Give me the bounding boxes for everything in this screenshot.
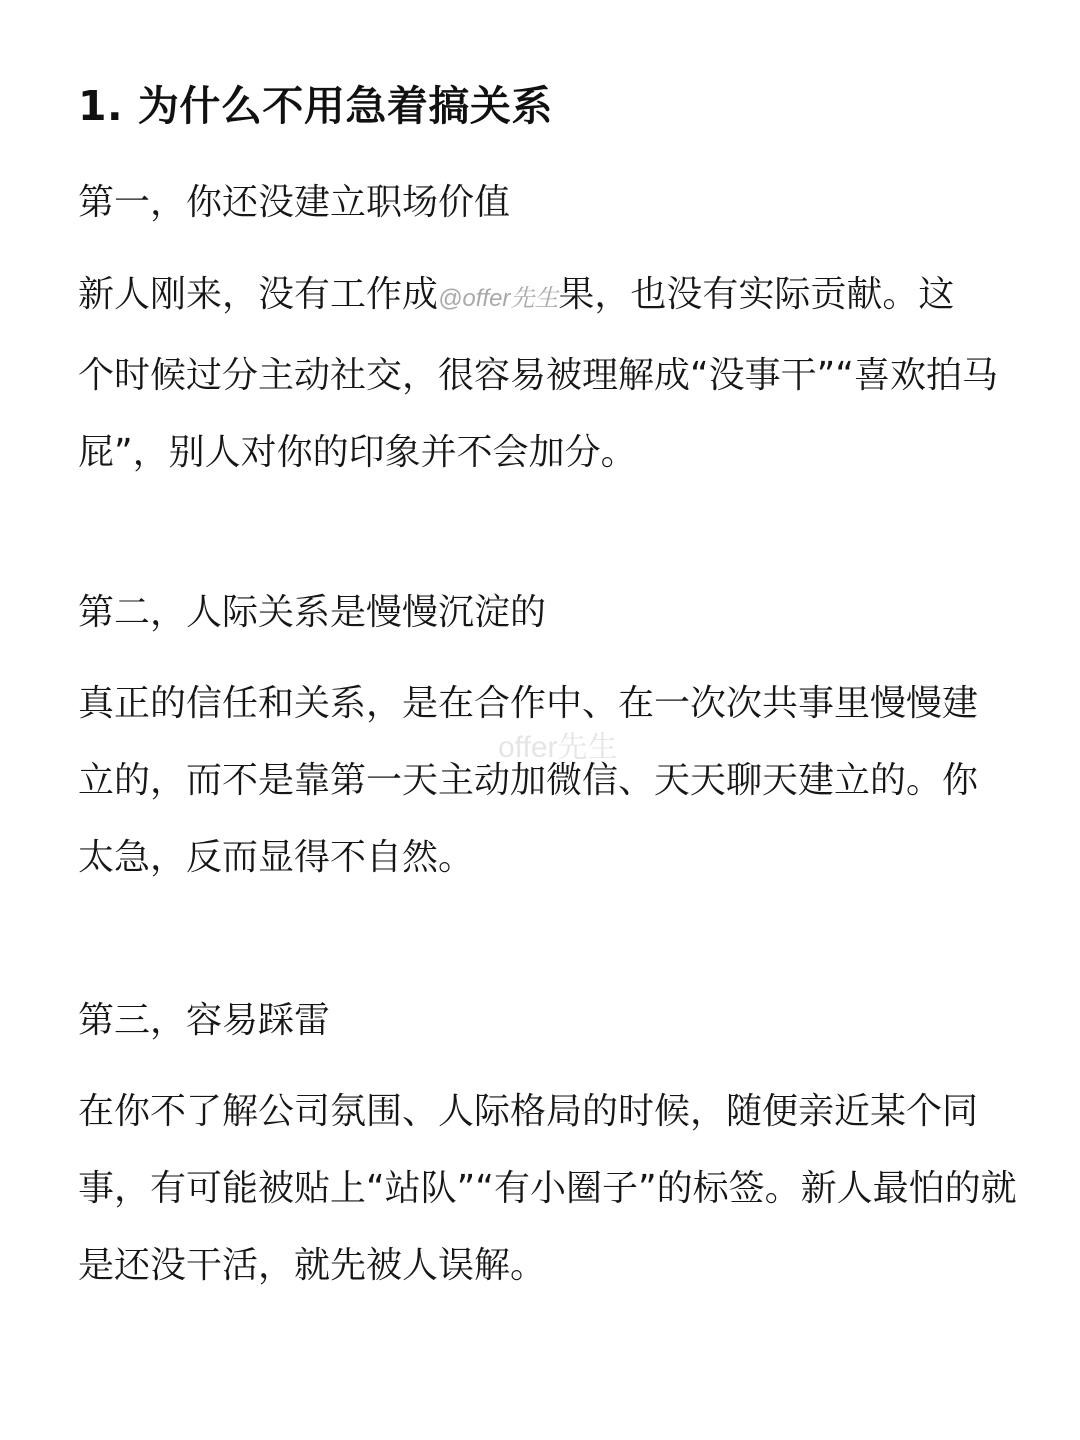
section-paragraph-1	[78, 256, 1008, 491]
line-text: 果，也没有实际贡献。这	[558, 274, 955, 315]
paragraph-line: 事，有可能被贴上“站队”“有小圈子”的标签。新人最怕的就	[78, 1168, 1017, 1209]
paragraph-line: 在你不了解公司氛围、人际格局的时候，随便亲近某个同	[78, 1091, 979, 1132]
watermark: offer先生	[498, 731, 618, 764]
paragraph-line	[78, 256, 1008, 337]
paragraph-line: 个时候过分主动社交，很容易被理解成“没事干”“喜欢拍马	[78, 355, 998, 396]
page-title: 1. 为什么不用急着搞关系	[78, 82, 553, 130]
section-paragraph-2	[78, 665, 1008, 896]
paragraph-line: 立的，而不是靠第一天主动加微信、天天聊天建立的。你	[78, 760, 979, 801]
paragraph-line: 太急，反而显得不自然。	[78, 837, 475, 878]
paragraph-line: 真正的信任和关系，是在合作中、在一次次共事里慢慢建	[78, 683, 979, 724]
paragraph-line: 是还没干活，就先被人误解。	[78, 1245, 547, 1286]
section-heading-2: 第二，人际关系是慢慢沉淀的	[78, 592, 547, 633]
paragraph-line: 屁”，别人对你的印象并不会加分。	[78, 432, 637, 473]
section-paragraph-3	[78, 1073, 1017, 1304]
author-watermark: @offer先生	[438, 285, 559, 312]
section-heading-3: 第三，容易踩雷	[78, 1000, 331, 1041]
section-heading-1: 第一，你还没建立职场价值	[78, 182, 511, 223]
line-text: 新人刚来，没有工作成	[78, 274, 439, 315]
